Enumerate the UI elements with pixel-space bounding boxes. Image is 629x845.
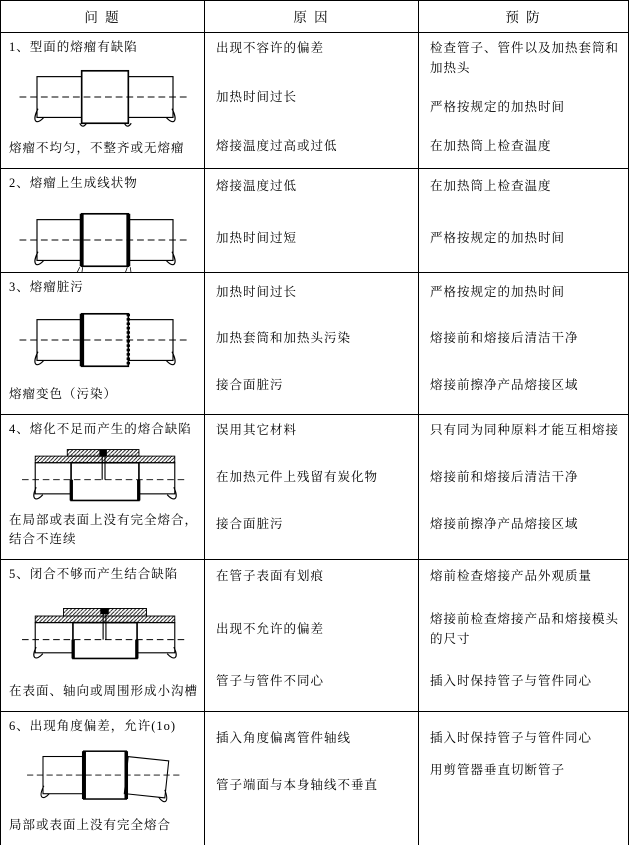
cause-cell bbox=[205, 712, 419, 845]
problem-cell bbox=[1, 273, 205, 414]
row-caption: 在表面、轴向或周围形成小沟槽 bbox=[9, 684, 199, 699]
socket-fusion-joint-diagram bbox=[15, 64, 195, 132]
row-title: 3、熔瘤脏污 bbox=[9, 279, 84, 294]
table-row bbox=[1, 712, 628, 845]
prevention-item: 熔接前和熔接后清洁干净 bbox=[430, 469, 579, 484]
cause-item: 出现不允许的偏差 bbox=[216, 621, 325, 636]
table-header-row bbox=[1, 1, 628, 33]
socket-fusion-cross-section-diagram bbox=[15, 442, 195, 508]
cause-item: 接合面脏污 bbox=[216, 377, 284, 392]
socket-fusion-joint-angular-deviation-diagram bbox=[15, 745, 195, 807]
row-caption: 局部或表面上没有完全熔合 bbox=[9, 817, 172, 832]
prevention-cell bbox=[419, 273, 628, 414]
problem-cell bbox=[1, 712, 205, 845]
prevention-item: 熔前检查熔接产品外观质量 bbox=[430, 569, 593, 584]
prevention-cell bbox=[419, 415, 628, 560]
cause-item: 出现不容许的偏差 bbox=[216, 40, 325, 55]
cause-cell bbox=[205, 273, 419, 414]
cause-item: 熔接温度过高或过低 bbox=[216, 138, 338, 153]
cause-item: 接合面脏污 bbox=[216, 517, 284, 532]
column-header-problem: 问 题 bbox=[1, 1, 205, 32]
socket-fusion-cross-section-groove-diagram bbox=[15, 600, 195, 666]
cause-item: 管子与管件不同心 bbox=[216, 674, 325, 689]
problem-cell bbox=[1, 560, 205, 711]
table-row bbox=[1, 273, 628, 415]
prevention-item: 用剪管器垂直切断管子 bbox=[430, 763, 566, 778]
cause-item: 管子端面与本身轴线不垂直 bbox=[216, 778, 379, 793]
cause-cell bbox=[205, 169, 419, 272]
prevention-cell bbox=[419, 712, 628, 845]
row-title: 2、熔瘤上生成线状物 bbox=[9, 175, 138, 190]
problem-cell bbox=[1, 415, 205, 560]
row-title: 1、型面的熔瘤有缺陷 bbox=[9, 39, 138, 54]
table-row bbox=[1, 169, 628, 273]
cause-item: 插入角度偏离管件轴线 bbox=[216, 731, 352, 746]
cause-item: 熔接温度过低 bbox=[216, 178, 298, 193]
cause-item: 在管子表面有划痕 bbox=[216, 569, 325, 584]
prevention-cell bbox=[419, 33, 628, 168]
table-row bbox=[1, 33, 628, 169]
cause-cell bbox=[205, 415, 419, 560]
problem-cell bbox=[1, 33, 205, 168]
table-row bbox=[1, 415, 628, 561]
prevention-item: 插入时保持管子与管件同心 bbox=[430, 731, 593, 746]
problem-cell bbox=[1, 169, 205, 272]
row-title: 6、出现角度偏差，允许(1o) bbox=[9, 719, 177, 734]
prevention-item: 熔接前擦净产品熔接区域 bbox=[430, 377, 579, 392]
row-caption: 在局部或表面上没有完全熔合，结合不连续 bbox=[9, 513, 199, 547]
column-header-prevention: 预 防 bbox=[505, 10, 542, 26]
prevention-cell bbox=[419, 169, 628, 272]
prevention-item: 严格按规定的加热时间 bbox=[430, 99, 566, 114]
column-header-cause: 原 因 bbox=[205, 1, 419, 32]
prevention-cell bbox=[419, 560, 628, 711]
cause-item: 加热时间过长 bbox=[216, 89, 298, 104]
cause-item: 误用其它材料 bbox=[216, 422, 298, 437]
cause-item: 加热套筒和加热头污染 bbox=[216, 331, 352, 346]
cause-cell bbox=[205, 560, 419, 711]
table-row bbox=[1, 560, 628, 712]
prevention-item: 检查管子、管件以及加热套筒和加热头 bbox=[430, 40, 620, 75]
prevention-item: 熔接前和熔接后清洁干净 bbox=[430, 331, 579, 346]
cause-item: 在加热元件上残留有炭化物 bbox=[216, 469, 379, 484]
prevention-item: 只有同为同种原料才能互相熔接 bbox=[430, 422, 620, 437]
row-caption: 熔瘤变色（污染） bbox=[9, 386, 118, 401]
cause-item: 加热时间过短 bbox=[216, 230, 298, 245]
prevention-item: 熔接前检查熔接产品和熔接模头的尺寸 bbox=[430, 611, 620, 646]
prevention-item: 在加热筒上检查温度 bbox=[430, 178, 552, 193]
prevention-item: 熔接前擦净产品熔接区域 bbox=[430, 517, 579, 532]
socket-fusion-joint-dirty-bead-diagram bbox=[15, 307, 195, 375]
prevention-item: 严格按规定的加热时间 bbox=[430, 284, 566, 299]
prevention-item: 在加热筒上检查温度 bbox=[430, 138, 552, 153]
socket-fusion-joint-stringy-bead-diagram bbox=[15, 207, 195, 272]
row-title: 4、熔化不足而产生的熔合缺陷 bbox=[9, 421, 192, 436]
prevention-item: 严格按规定的加热时间 bbox=[430, 230, 566, 245]
cause-item: 加热时间过长 bbox=[216, 284, 298, 299]
prevention-item: 插入时保持管子与管件同心 bbox=[430, 674, 593, 689]
cause-cell bbox=[205, 33, 419, 168]
row-caption: 熔瘤不均匀，不整齐或无熔瘤 bbox=[9, 140, 185, 155]
row-title: 5、闭合不够而产生结合缺陷 bbox=[9, 567, 179, 582]
